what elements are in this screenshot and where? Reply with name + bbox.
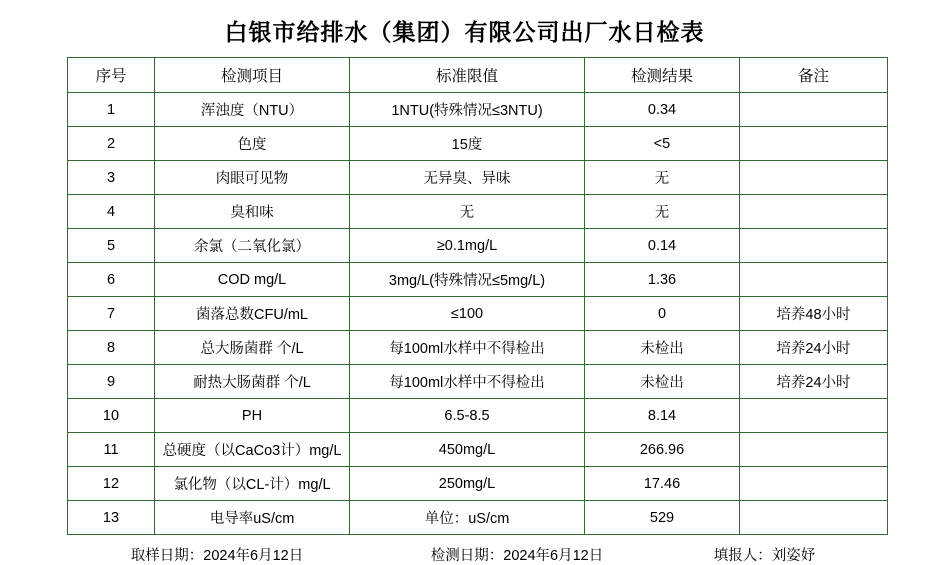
header-limit: 标准限值 [350, 58, 585, 93]
row-limit: 15度 [350, 127, 585, 161]
table-row [68, 127, 888, 161]
row-result: 1.36 [585, 263, 740, 297]
row-limit: 3mg/L(特殊情况≤5mg/L) [350, 263, 585, 297]
row-remark: 培养24小时 [740, 365, 888, 399]
table-body [68, 93, 888, 535]
row-limit: 无 [350, 195, 585, 229]
table-row [68, 365, 888, 399]
row-remark [740, 399, 888, 433]
table-row [68, 399, 888, 433]
row-limit: ≤100 [350, 297, 585, 331]
row-result: 266.96 [585, 433, 740, 467]
row-limit: 6.5-8.5 [350, 399, 585, 433]
header-result: 检测结果 [585, 58, 740, 93]
row-result: <5 [585, 127, 740, 161]
row-limit: 无异臭、异味 [350, 161, 585, 195]
row-item: 臭和味 [155, 195, 350, 229]
footer-row [67, 535, 862, 565]
row-remark [740, 501, 888, 535]
row-result: 17.46 [585, 467, 740, 501]
row-item: PH [155, 399, 350, 433]
row-result: 0.14 [585, 229, 740, 263]
row-no: 2 [68, 127, 155, 161]
report-table-wrapper [67, 57, 862, 535]
table-header [68, 58, 888, 93]
row-no: 12 [68, 467, 155, 501]
row-no: 13 [68, 501, 155, 535]
page-title: 白银市给排水（集团）有限公司出厂水日检表 [224, 19, 705, 45]
row-limit: 1NTU(特殊情况≤3NTU) [350, 93, 585, 127]
row-result: 0 [585, 297, 740, 331]
header-remark: 备注 [740, 58, 888, 93]
row-item: 浑浊度（NTU） [155, 93, 350, 127]
table-row [68, 229, 888, 263]
row-item: 氯化物（以CL-计）mg/L [155, 467, 350, 501]
row-limit: 450mg/L [350, 433, 585, 467]
row-remark [740, 263, 888, 297]
row-item: 电导率uS/cm [155, 501, 350, 535]
row-item: 总硬度（以CaCo3计）mg/L [155, 433, 350, 467]
row-remark [740, 127, 888, 161]
table-row [68, 467, 888, 501]
row-no: 10 [68, 399, 155, 433]
row-result: 无 [585, 195, 740, 229]
row-no: 11 [68, 433, 155, 467]
row-item: 总大肠菌群 个/L [155, 331, 350, 365]
row-remark [740, 467, 888, 501]
row-remark [740, 93, 888, 127]
row-no: 4 [68, 195, 155, 229]
table-header-row [68, 58, 888, 93]
row-result: 无 [585, 161, 740, 195]
row-no: 1 [68, 93, 155, 127]
table-row [68, 263, 888, 297]
header-item: 检测项目 [155, 58, 350, 93]
row-limit: 250mg/L [350, 467, 585, 501]
table-row [68, 501, 888, 535]
row-no: 6 [68, 263, 155, 297]
row-result: 未检出 [585, 365, 740, 399]
row-item: 肉眼可见物 [155, 161, 350, 195]
row-no: 9 [68, 365, 155, 399]
table-row [68, 161, 888, 195]
row-result: 0.34 [585, 93, 740, 127]
row-limit: 每100ml水样中不得检出 [350, 365, 585, 399]
row-remark: 培养24小时 [740, 331, 888, 365]
water-quality-table [67, 57, 888, 535]
row-result: 529 [585, 501, 740, 535]
row-item: 耐热大肠菌群 个/L [155, 365, 350, 399]
table-row [68, 433, 888, 467]
row-item: 色度 [155, 127, 350, 161]
table-row [68, 93, 888, 127]
row-no: 7 [68, 297, 155, 331]
table-row [68, 297, 888, 331]
row-remark: 培养48小时 [740, 297, 888, 331]
header-no: 序号 [68, 58, 155, 93]
row-no: 8 [68, 331, 155, 365]
row-limit: 每100ml水样中不得检出 [350, 331, 585, 365]
row-remark [740, 195, 888, 229]
row-remark [740, 433, 888, 467]
row-item: 余氯（二氧化氯） [155, 229, 350, 263]
table-row [68, 195, 888, 229]
row-item: 菌落总数CFU/mL [155, 297, 350, 331]
row-no: 5 [68, 229, 155, 263]
table-row [68, 331, 888, 365]
row-item: COD mg/L [155, 263, 350, 297]
filler-name: 填报人：刘姿妤 [713, 548, 816, 564]
sample-date: 取样日期：2024年6月12日 [130, 548, 304, 564]
row-limit: ≥0.1mg/L [350, 229, 585, 263]
test-date: 检测日期：2024年6月12日 [430, 548, 604, 564]
row-no: 3 [68, 161, 155, 195]
row-result: 未检出 [585, 331, 740, 365]
row-limit: 单位：uS/cm [350, 501, 585, 535]
row-remark [740, 229, 888, 263]
row-remark [740, 161, 888, 195]
row-result: 8.14 [585, 399, 740, 433]
